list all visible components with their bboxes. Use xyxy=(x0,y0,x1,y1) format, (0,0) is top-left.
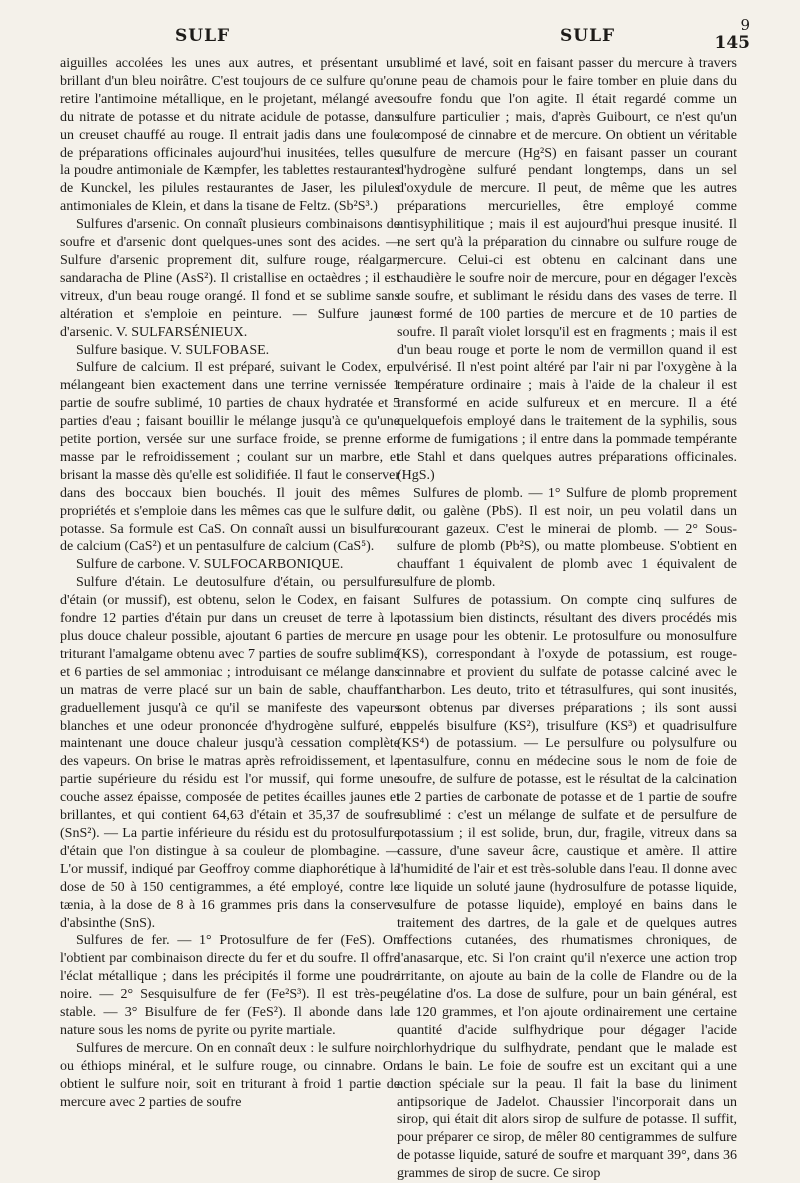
paragraph-mercure-continued: sublimé et lavé, soit en faisant passer du mercure à travers une peau de chamois pour le faire tomber en pluie dans du soufre fondu que l'on agite. Il était regardé comme un sulfure particulier ; mais, d'après Guibourt, ce n'est qu'un composé de cinnabre et de mercure. On obtient un véritable sulfure de mercure (Hg²S) en faisant passer un courant d'hydrogène sulfuré pendant longtemps, dans un sel d'oxydule de mercure. Il peut, de même que les autres préparations mercurielles, être employé comme antisyphilitique ; mais il est aujourd'hui presque inusité. Il ne sert qu'à la préparation du cinnabre ou sulfure rouge de mercure. Celui-ci est obtenu en calcinant dans une chaudière le soufre noir de mercure, pour en dégager l'excès de soufre, et sublimant le résidu dans des vases de terre. Il est formé de 100 parties de mercure et de 10 parties de soufre. Il paraît violet lorsqu'il est en fragments ; mais il est d'un beau rouge et porte le nom de vermillon quand il est pulvérisé. Il n'est point altéré par l'air ni par l'oxygène à la température ordinaire ; mais à l'aide de la chaleur il est transformé en acide sulfureux et en mercure. Il a été quelquefois employé dans le traitement de la syphilis, sous forme de fumigations ; il entre dans la pommade tempérante de Stahl et dans quelques autres préparations officinales. (HgS.) xyxy=(397,56,737,483)
page-number: 145 xyxy=(714,33,750,53)
paragraph-sulfures-arsenic: Sulfures d'arsenic. On connaît plusieurs combinaisons de soufre et d'arsenic dont quelques-unes sont des acides. — Sulfure d'arsenic proprement dit, sulfure rouge, réalgar, sandaracha de Pline (AsS²). Il cristallise en octaèdres ; il est vitreux, d'un beau rouge orangé. Il fond et se sublime sans altération et s'emploie en peinture. — Sulfure jaune d'arsenic. V. SULFARSÉNIEUX. xyxy=(60,217,400,340)
paragraph-antimoine-continued: aiguilles accolées les unes aux autres, et présentant un brillant d'un bleu noirâtre. C'est toujours de ce sulfure qu'on retire l'antimoine métallique, en le projetant, mélangé avec du nitrate de potasse et du nitrate acidule de potasse, dans un creuset chauffé au rouge. Il entrait jadis dans une foule de préparations officinales aujourd'hui inusitées, telles que la poudre antimoniale de Kæmpfer, les tablettes restaurantes de Kunckel, les pilules restaurantes de Jaser, les pilules antimoniales de Klein, et dans la tisane de Feltz. (Sb²S³.) xyxy=(60,56,400,215)
paragraph-sulfures-plomb: Sulfures de plomb. — 1° Sulfure de plomb proprement dit, ou galène (PbS). Il est noir, un peu volatil dans un courant gazeux. C'est le minerai de plomb. — 2° Sous-sulfure de plomb (Pb²S), ou matte plombeuse. S'obtient en chauffant 1 équivalent de plomb avec 1 équivalent de sulfure de plomb. xyxy=(397,485,737,591)
paragraph-sulfure-calcium: Sulfure de calcium. Il est préparé, suivant le Codex, en mélangeant bien exactement dans une terrine vernissée 1 partie de soufre sublimé, 10 parties de chaux hydratée et 5 parties d'eau ; faisant bouillir le mélange jusqu'à ce qu'une petite portion, versée sur une surface froide, se prenne en masse par le refroidissement ; coulant sur un marbre, et brisant la masse dès qu'elle est solidifiée. Il faut le conserver dans des boccaux bien bouchés. Il jouit des mêmes propriétés et s'emploie dans les mêmes cas que le sulfure de potasse. Sa formule est CaS. On connaît aussi un bisulfure de calcium (CaS²) et un pentasulfure de calcium (CaS⁵). xyxy=(60,360,400,555)
page-number-small: 9 xyxy=(740,16,750,34)
running-head-left: SULF xyxy=(175,26,231,46)
paragraph-sulfure-carbone: Sulfure de carbone. V. SULFOCARBONIQUE. xyxy=(76,557,344,573)
paragraph-sulfures-potassium: Sulfures de potassium. On compte cinq sulfures de potassium bien distincts, résultant des divers procédés mis en usage pour les obtenir. Le protosulfure ou monosulfure (KS), correspondant à l'oxyde de potassium, est rouge-cinnabre et provient du sulfate de potasse calciné avec le charbon. Les deuto, trito et tétrasulfures, qui sont inusités, sont obtenus par diverses préparations ; ils sont aussi appelés bisulfure (KS²), trisulfure (KS³) et quadrisulfure (KS⁴) de potassium. — Le persulfure ou polysulfure ou pentasulfure, connu en médecine sous le nom de foie de soufre, de sulfure de potasse, est le résultat de la calcination de 2 parties de carbonate de potasse et de 1 partie de soufre sublimé : c'est un mélange de sulfate et de persulfure de potassium ; il est solide, brun, dur, fragile, vitreux dans sa cassure, d'une saveur âcre, caustique et amère. Il attire l'humidité de l'air et est très-soluble dans l'eau. Il donne avec ce liquide un soluté jaune (hydrosulfure de potasse liquide, sulfure de potasse liquide), employé en bains dans le traitement des dartres, de la gale et de quelques autres affections cutanées, des rhumatismes chroniques, de l'anasarque, etc. Si l'on craint qu'il n'exerce une action trop irritante, on ajoute au bain de la colle de Flandre ou de la gélatine d'os. La dose de sulfure, pour un bain général, est de 120 grammes, et l'on ajoute ordinairement une certaine quantité d'acide sulfhydrique pour dégager l'acide chlorhydrique du sulfhydrate, pendant que le malade est dans le bain. Le foie de soufre est un excitant qui a une action spéciale sur la peau. Il fait la base du liniment antipsorique de Jadelot. Chaussier l'incorporait dans un sirop, qui était dit alors sirop de sulfure de potasse. Il suffit, pour préparer ce sirop, de mêler 80 centigrammes de sulfure de potasse liquide, saturé de soufre et marquant 39°, dans 36 grammes de sirop de sucre. Ce sirop xyxy=(397,593,737,1182)
paragraph-sulfures-mercure: Sulfures de mercure. On en connaît deux : le sulfure noir, ou éthiops minéral, et le sulfure rouge, ou cinnabre. On obtient le sulfure noir, soit en triturant à froid 1 partie de mercure avec 2 parties de soufre xyxy=(60,1040,400,1110)
paragraph-sulfure-basique: Sulfure basique. V. SULFOBASE. xyxy=(76,342,270,358)
paragraph-sulfure-etain: Sulfure d'étain. Le deutosulfure d'étain, ou persulfure d'étain (or mussif), est obtenu, selon le Codex, en faisant fondre 12 parties d'étain pur dans un creuset de terre à la plus douce chaleur possible, ajoutant 6 parties de mercure ; triturant l'amalgame obtenu avec 7 parties de soufre sublimé et 6 parties de sel ammoniac ; introduisant ce mélange dans un matras de verre placé sur un bain de sable, chauffant graduellement jusqu'à ce qu'il se manifeste des vapeurs blanches et une odeur prononcée d'hydrogène sulfuré, et maintenant une douce chaleur jusqu'à cessation complète des vapeurs. On brise le matras après refroidissement, et la partie supérieure du résidu est l'or mussif, qui forme une couche assez épaisse, composée de petites écailles jaunes et brillantes, et qui contient 64,63 d'étain et 35,37 de soufre (SnS²). — La partie inférieure du résidu est du protosulfure d'étain que l'on distingue à sa couleur de plombagine. — L'or mussif, indiqué par Geoffroy comme diaphorétique à la dose de 50 à 150 centigrammes, a été employé, contre le tænia, à la dose de 8 à 16 grammes pris dans la conserve d'absinthe (SnS). xyxy=(60,575,400,931)
paragraph-sulfures-fer: Sulfures de fer. — 1° Protosulfure de fer (FeS). On l'obtient par combinaison directe du fer et du soufre. Il offre l'éclat métallique ; dans les précipités il forme une poudre noire. — 2° Sesquisulfure de fer (Fe²S³). Il est très-peu stable. — 3° Bisulfure de fer (FeS²). Il abonde dans la nature sous les noms de pyrite ou pyrite martiale. xyxy=(60,933,400,1038)
running-head-right: SULF xyxy=(560,26,616,46)
left-column xyxy=(60,55,400,1111)
right-column xyxy=(397,55,737,1183)
